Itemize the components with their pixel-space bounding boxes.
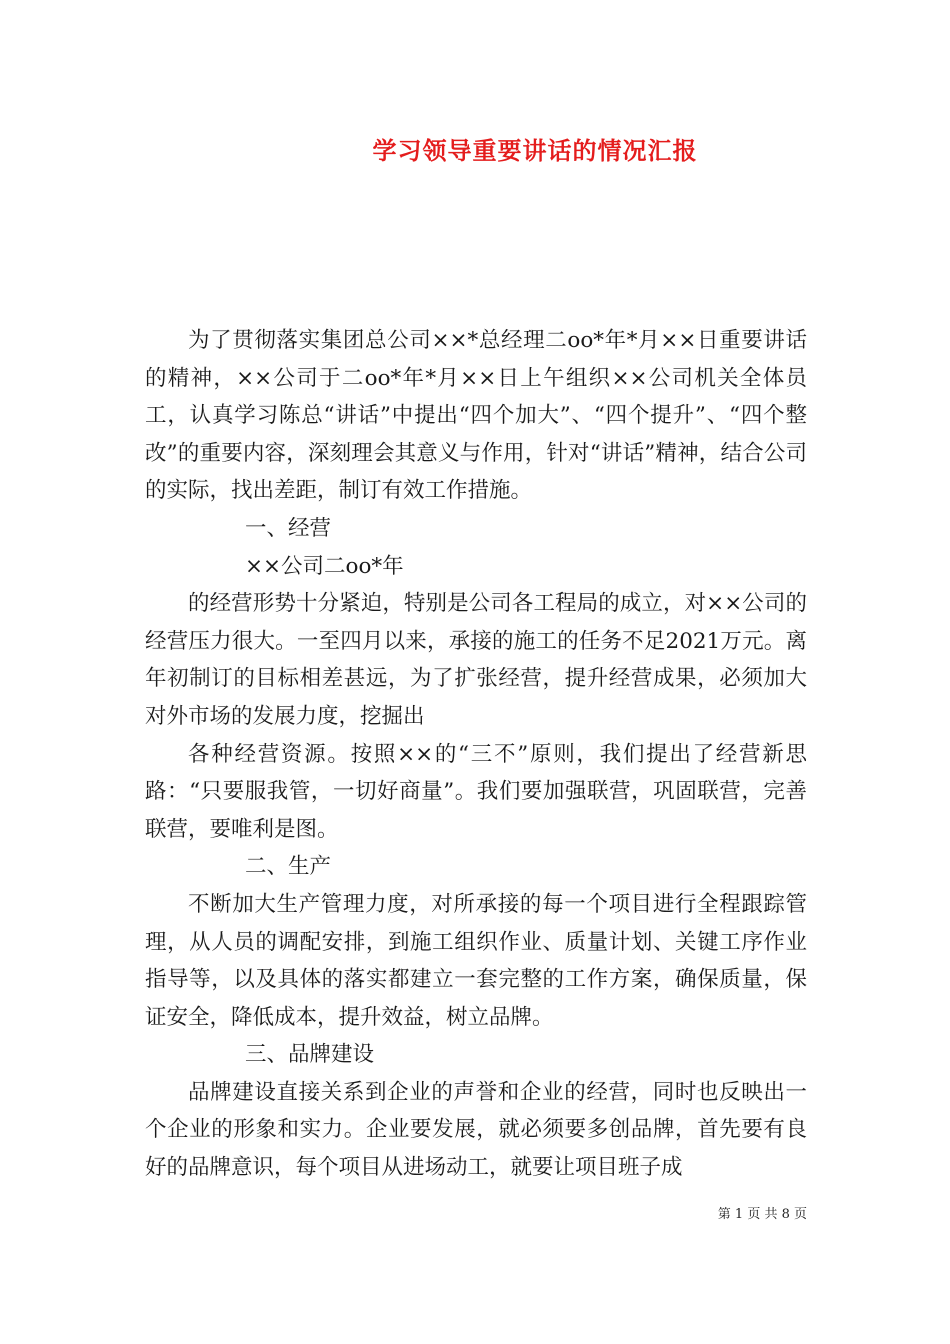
paragraph-brand: 品牌建设直接关系到企业的声誉和企业的经营，同时也反映出一个企业的形象和实力。企业要发展，就必须要多创品牌，首先要有良好的品牌意识，每个项目从进场动工，就要让项目班子成 [145,1079,807,1181]
page-number: 第 1 页 共 8 页 [717,1207,807,1222]
document-body [145,322,807,1187]
section-heading-brand: 三、品牌建设 [245,1042,375,1068]
paragraph-business-1: 的经营形势十分紧迫，特别是公司各工程局的成立，对××公司的经营压力很大。一至四月以来，承接的施工的任务不足2021万元。离年初制订的目标相差甚远，为了扩张经营，提升经营成果，必须加大对外市场的发展力度，挖掘出 [145,591,807,729]
paragraph-business-2: 各种经营资源。按照××的“三不”原则，我们提出了经营新思路：“只要服我管，一切好商量”。我们要加强联营，巩固联营，完善联营，要唯利是图。 [145,741,807,842]
paragraph-line: ××公司二oo*年 [245,553,404,579]
section-heading-production: 二、生产 [245,854,332,880]
document-title: 学习领导重要讲话的情况汇报 [372,136,698,165]
section-heading-business: 一、经营 [245,515,332,541]
paragraph-intro: 为了贯彻落实集团总公司××*总经理二oo*年*月××日重要讲话的精神，××公司于二oo*年*月××日上午组织××公司机关全体员工，认真学习陈总“讲话”中提出“四个加大”、“四个提升”、“四个整改”的重要内容，深刻理会其意义与作用，针对“讲话”精神，结合公司的实际，找出差距，制订有效工作措施。 [145,328,807,504]
paragraph-production: 不断加大生产管理力度，对所承接的每一个项目进行全程跟踪管理，从人员的调配安排，到施工组织作业、质量计划、关键工序作业指导等，以及具体的落实都建立一套完整的工作方案，确保质量，保证安全，降低成本，提升效益，树立品牌。 [145,891,807,1030]
